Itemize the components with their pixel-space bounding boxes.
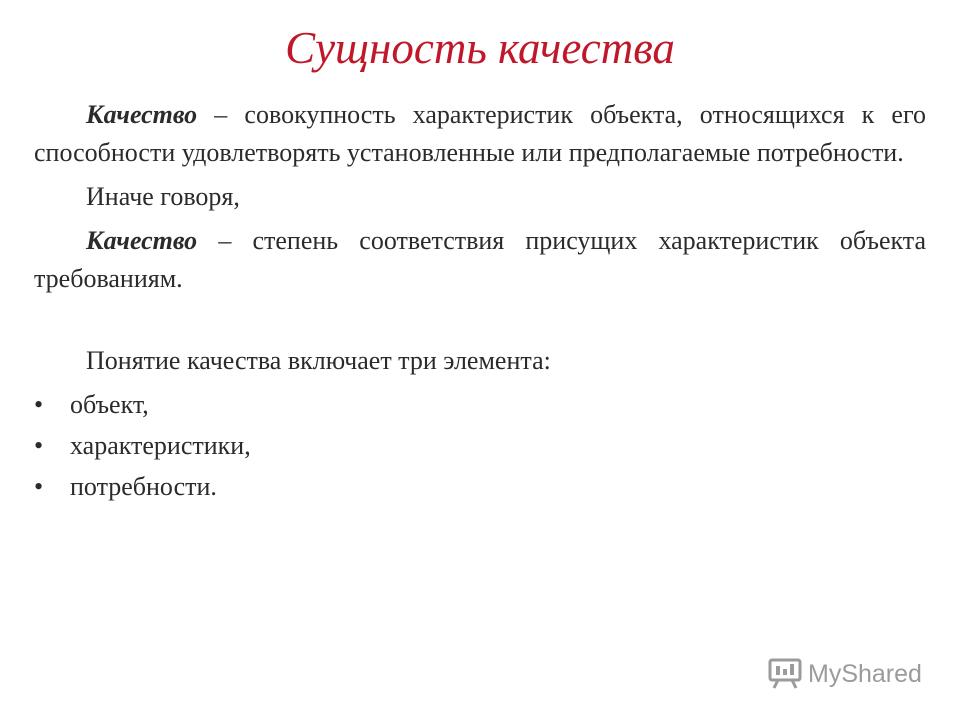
transition-text: Иначе говоря, <box>86 182 240 211</box>
definition-term: Качество <box>86 100 198 129</box>
definition-term: Качество <box>86 226 198 255</box>
elements-intro-paragraph <box>34 342 926 380</box>
list-item-text: характеристики, <box>70 431 251 460</box>
list-item <box>34 386 926 424</box>
definition-paragraph-1 <box>34 96 926 172</box>
presentation-board-icon <box>768 658 802 690</box>
bullet-icon: • <box>34 431 44 460</box>
slide-title: Сущность качества <box>285 23 675 73</box>
transition-paragraph <box>34 178 926 216</box>
list-item <box>34 427 926 465</box>
definition-paragraph-2 <box>34 222 926 298</box>
bullet-icon: • <box>34 390 44 419</box>
definition-text: – совокупность характеристик объекта, относящихся к его способности удовлетворять установленные или предполагаемые потребности. <box>34 100 926 167</box>
watermark <box>768 656 922 692</box>
list-item-text: объект, <box>70 390 149 419</box>
elements-intro-text: Понятие качества включает три элемента: <box>86 346 551 375</box>
bullet-icon: • <box>34 472 44 501</box>
slide-content <box>34 96 926 509</box>
list-item-text: потребности. <box>70 472 217 501</box>
list-item <box>34 468 926 506</box>
elements-list <box>34 386 926 506</box>
watermark-text: MyShared <box>808 659 922 688</box>
definition-text: – степень соответствия присущих характеристик объекта требованиям. <box>34 226 926 293</box>
